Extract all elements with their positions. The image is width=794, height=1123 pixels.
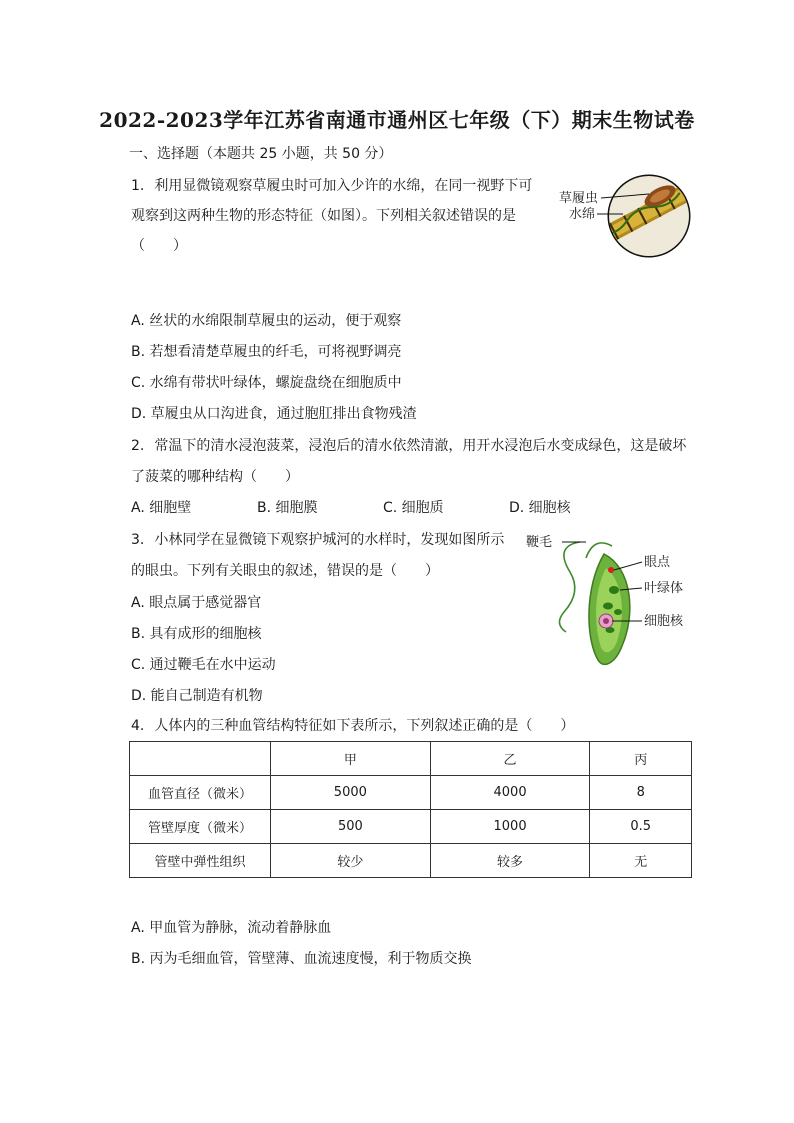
q1-option-a: A. 丝状的水绵限制草履虫的运动，便于观察 <box>131 313 402 329</box>
table-cell: 无 <box>590 844 692 878</box>
blood-vessel-table <box>129 741 692 878</box>
fig2-label-flagellum: 鞭毛 <box>526 535 553 550</box>
table-cell: 管壁中弹性组织 <box>130 844 271 878</box>
table-row <box>130 810 692 844</box>
table-cell: 较少 <box>271 844 431 878</box>
q3-option-a: A. 眼点属于感觉器官 <box>131 595 262 611</box>
table-cell: 5000 <box>271 776 431 810</box>
table-row <box>130 844 692 878</box>
q1-option-c: C. 水绵有带状叶绿体，螺旋盘绕在细胞质中 <box>131 375 402 391</box>
table-cell: 管壁厚度（微米） <box>130 810 271 844</box>
q3-option-c: C. 通过鞭毛在水中运动 <box>131 657 276 673</box>
paramecium-spirogyra-figure <box>557 174 693 260</box>
fig1-label-spirogyra: 水绵 <box>569 207 596 222</box>
q4-text-1: 人体内的三种血管结构特征如下表所示，下列叙述正确的是（ ） <box>154 718 575 734</box>
q2-text-1: 常温下的清水浸泡菠菜，浸泡后的清水依然清澈，用开水浸泡后水变成绿色，这是破坏 <box>154 438 687 454</box>
q3-line-1 <box>131 531 504 549</box>
q1-option-b: B. 若想看清楚草履虫的纤毛，可将视野调亮 <box>131 344 402 360</box>
table-header-row <box>130 742 692 776</box>
q2-option-c: C. 细胞质 <box>383 500 444 516</box>
q1-text-2: 观察到这两种生物的形态特征（如图）。下列相关叙述错误的是 <box>131 208 516 224</box>
exam-title: 2022-2023学年江苏省南通市通州区七年级（下）期末生物试卷 <box>99 108 695 132</box>
q2-text-2: 了菠菜的哪种结构（ ） <box>131 469 299 485</box>
q2-option-a: A. 细胞壁 <box>131 500 192 516</box>
fig1-label-paramecium: 草履虫 <box>559 191 599 206</box>
table-cell: 1000 <box>430 810 590 844</box>
q4-number: 4. <box>131 718 145 734</box>
q1-number: 1. <box>131 178 145 194</box>
q1-text-1: 利用显微镜观察草履虫时可加入少许的水绵，在同一视野下可 <box>154 178 533 194</box>
section-heading: 一、选择题（本题共 25 小题，共 50 分） <box>129 146 393 162</box>
q3-text-1: 小林同学在显微镜下观察护城河的水样时，发现如图所示 <box>154 532 505 548</box>
table-cell: 较多 <box>430 844 590 878</box>
q4-option-b: B. 丙为毛细血管，管壁薄、血流速度慢，利于物质交换 <box>131 951 472 967</box>
q1-text-3: （ ） <box>131 238 187 254</box>
q2-line-1 <box>131 437 686 455</box>
table-header-cell <box>130 742 271 776</box>
table-header-cell: 丙 <box>590 742 692 776</box>
table-header-cell: 甲 <box>271 742 431 776</box>
q3-option-b: B. 具有成形的细胞核 <box>131 626 262 642</box>
table-header-cell: 乙 <box>430 742 590 776</box>
fig2-label-chloroplast: 叶绿体 <box>644 581 684 596</box>
q3-text-2: 的眼虫。下列有关眼虫的叙述，错误的是（ ） <box>131 563 439 579</box>
table-cell: 4000 <box>430 776 590 810</box>
q4-option-a: A. 甲血管为静脉，流动着静脉血 <box>131 920 332 936</box>
table-cell: 500 <box>271 810 431 844</box>
fig2-label-nucleus: 细胞核 <box>644 614 684 629</box>
q3-option-d: D. 能自己制造有机物 <box>131 688 263 704</box>
table-row <box>130 776 692 810</box>
q1-option-d: D. 草履虫从口沟进食，通过胞肛排出食物残渣 <box>131 406 417 422</box>
table-cell: 血管直径（微米） <box>130 776 271 810</box>
euglena-figure <box>524 528 700 672</box>
q2-option-d: D. 细胞核 <box>509 500 571 516</box>
table-cell: 0.5 <box>590 810 692 844</box>
q1-line-1 <box>131 177 532 195</box>
q3-number: 3. <box>131 532 145 548</box>
fig2-label-eyespot: 眼点 <box>644 555 671 570</box>
table-cell: 8 <box>590 776 692 810</box>
q4-line-1 <box>131 717 574 735</box>
q2-number: 2. <box>131 438 145 454</box>
q2-option-b: B. 细胞膜 <box>257 500 318 516</box>
